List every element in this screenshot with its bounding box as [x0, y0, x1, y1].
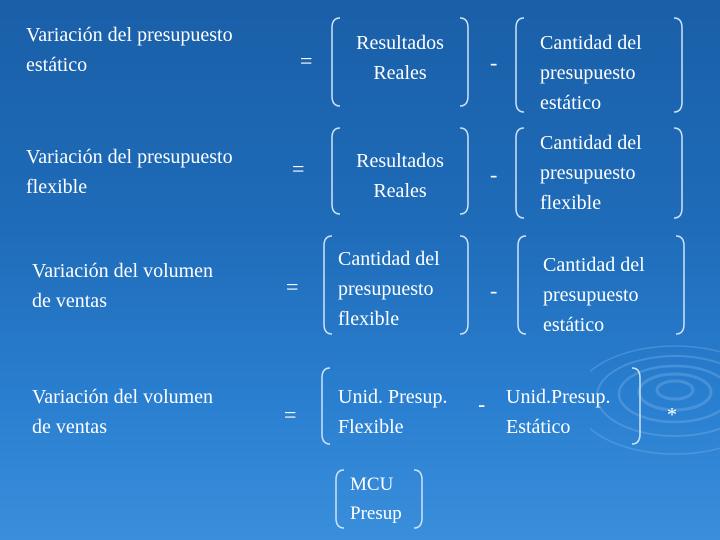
row3-label: Variación del volumen de ventas [32, 260, 214, 312]
row4-equals: = [284, 402, 297, 427]
row3-term1: Cantidad del presupuesto flexible [338, 248, 440, 330]
row1-label: Variación del presupuesto estático [26, 24, 233, 76]
row4-term3: MCU Presup [350, 474, 402, 524]
row1-equals: = [300, 48, 313, 73]
row3-equals: = [286, 274, 299, 299]
row4-minus: - [478, 392, 486, 417]
row2-equals: = [292, 156, 305, 181]
row4-term1: Unid. Presup. Flexible [338, 386, 448, 438]
row2-label: Variación del presupuesto flexible [26, 146, 233, 198]
row1-minus: - [490, 50, 498, 75]
row4-multiply: * [667, 404, 677, 426]
row2-term1: Resultados Reales [356, 150, 444, 202]
row2-minus: - [490, 162, 498, 187]
row3-minus: - [490, 278, 498, 303]
row4-term2: Unid.Presup. Estático [506, 386, 611, 438]
row4-label: Variación del volumen de ventas [32, 386, 214, 438]
row1-term2: Cantidad del presupuesto estático [540, 32, 642, 114]
row1-term1: Resultados Reales [356, 32, 444, 84]
row2-term2: Cantidad del presupuesto flexible [540, 132, 642, 214]
row3-term2: Cantidad del presupuesto estático [543, 254, 645, 336]
